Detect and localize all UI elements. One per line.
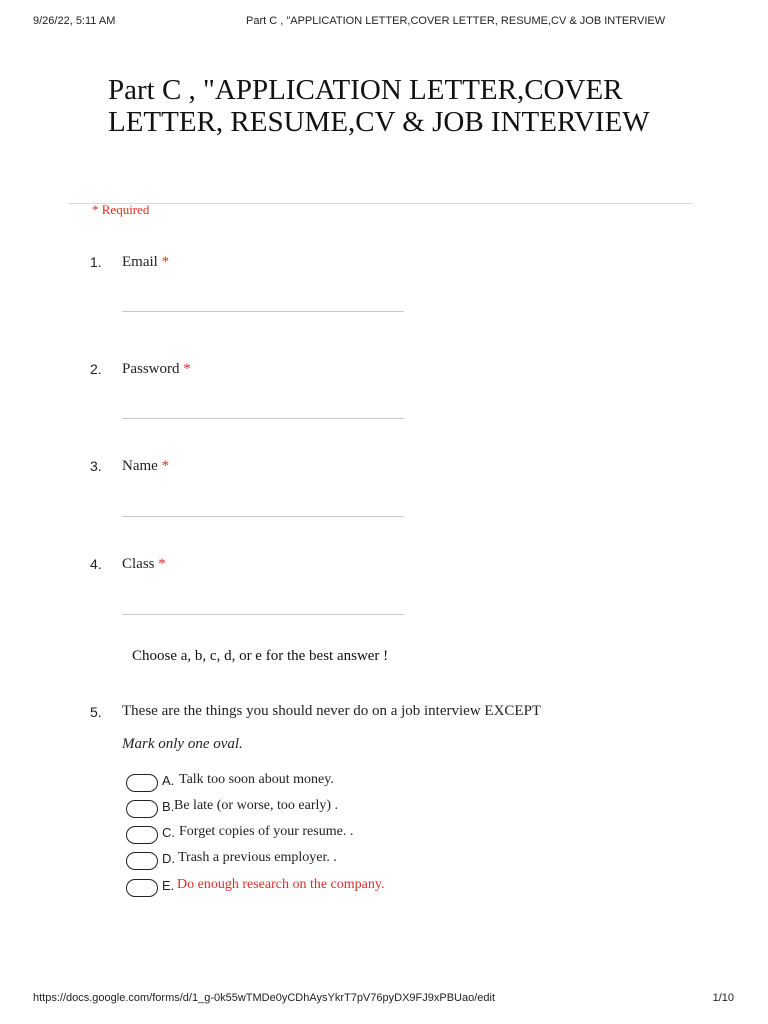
question-5-text: These are the things you should never do on a job interview EXCEPT [122,703,542,719]
option-letter: D. [162,851,175,866]
option-letter: E. [162,878,175,893]
page-number: 1/10 [712,992,734,1004]
instruction-text: Choose a, b, c, d, or e for the best answer ! [132,648,389,664]
title-divider [68,203,693,204]
radio-oval[interactable] [126,852,158,870]
option-text: Trash a previous employer. . [178,850,337,865]
option-text: Do enough research on the company. [177,877,385,892]
radio-oval[interactable] [126,800,158,818]
required-star: * [161,254,170,270]
question-label-text: Password [122,361,180,377]
question-5-hint: Mark only one oval. [122,736,243,752]
question-number: 5. [90,704,102,720]
email-field[interactable] [122,311,404,312]
required-star: * [158,556,166,572]
question-label-text: Class [122,556,155,572]
required-star: * [161,458,170,474]
question-label-text: Email [122,254,158,270]
question-label [122,556,166,573]
radio-oval[interactable] [126,774,158,792]
print-footer [0,992,768,1008]
page-url: https://docs.google.com/forms/d/1_g-0k55wTMDe0yCDhAysYkrT7pV76pyDX9FJ9xPBUao/edit [33,992,496,1004]
option-text: Talk too soon about money. [179,772,334,787]
question-label-text: Name [122,458,158,474]
option-letter: B. [162,799,175,814]
required-star: * [183,361,191,377]
option-text: Forget copies of your resume. . [179,824,354,839]
question-number: 2. [90,361,102,377]
question-label [122,458,169,475]
name-field[interactable] [122,516,404,517]
question-label [122,254,169,271]
option-text: Be late (or worse, too early) . [174,798,339,813]
password-field[interactable] [122,418,404,419]
form-title: Part C , "APPLICATION LETTER,COVER LETTER, RESUME,CV & JOB INTERVIEW [108,74,650,138]
question-number: 1. [90,254,102,270]
question-number: 4. [90,556,102,572]
radio-oval[interactable] [126,879,158,897]
required-note: * Required [92,202,150,217]
radio-oval[interactable] [126,826,158,844]
class-field[interactable] [122,614,404,615]
option-letter: A. [162,773,175,788]
question-label [122,361,191,378]
option-letter: C. [162,825,175,840]
print-datetime: 9/26/22, 5:11 AM [33,15,116,27]
question-number: 3. [90,458,102,474]
print-header [0,15,768,31]
print-title: Part C , "APPLICATION LETTER,COVER LETTER, RESUME,CV & JOB INTERVIEW [246,15,666,27]
